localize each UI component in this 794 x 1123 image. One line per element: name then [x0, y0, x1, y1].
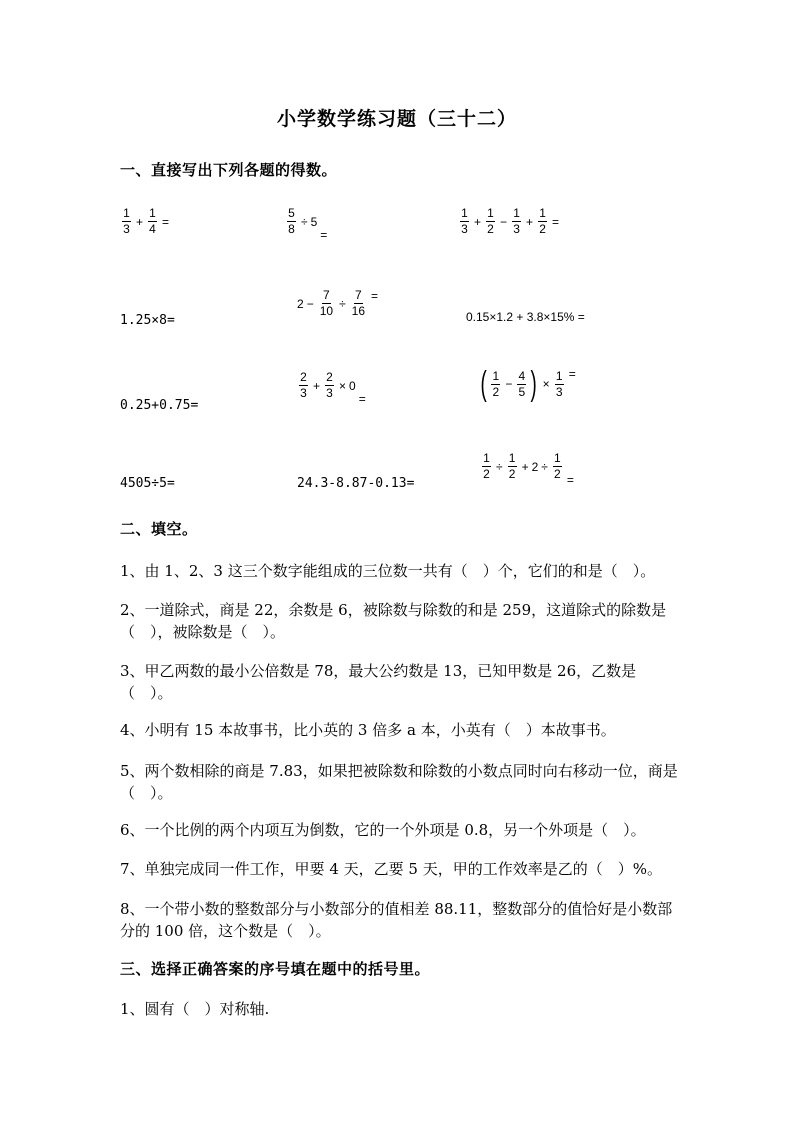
section2-heading: 二、填空。	[120, 520, 198, 538]
section3-heading: 三、选择正确答案的序号填在题中的括号里。	[120, 960, 431, 978]
fill-blank-item-2: 2、一道除式，商是 22，余数是 6，被除数与除数的和是 259，这道除式的除数是（ ），被除数是（ ）。	[120, 601, 667, 641]
expr-2c: 0.15×1.2 + 3.8×15% =	[466, 310, 585, 324]
expr-3b: $\frac{2}{3}$ + $\frac{2}{3}$ × 0 =	[300, 370, 366, 406]
fill-blank-item-8: 8、一个带小数的整数部分与小数部分的值相差 88.11，整数部分的值恰好是小数部分的 100 倍，这个数是（ ）。	[120, 900, 673, 940]
expr-2a: 1.25×8=	[120, 313, 175, 328]
choice-item-1: 1、圆有（ ）对称轴.	[120, 1000, 270, 1018]
fill-blank-item-1: 1、由 1、2、3 这三个数字能组成的三位数一共有（ ）个，它们的和是（ ）。	[120, 562, 656, 580]
page-title: 小学数学练习题（三十二）	[276, 108, 517, 130]
expr-3c: ( $\frac{1}{2}$ − $\frac{4}{5}$ ) × $\frac{1}{3}$ =	[480, 365, 576, 403]
expr-1b: $\frac{5}{8}$ ÷ 5 =	[288, 206, 328, 242]
expr-1a: $\frac{1}{3}$ + $\frac{1}{4}$ =	[123, 206, 170, 236]
expr-4a: 4505÷5=	[120, 476, 175, 491]
expr-3a: 0.25+0.75=	[120, 398, 199, 413]
expr-2b: 2 − $\frac{7}{10}$ ÷ $\frac{7}{16}$ =	[297, 288, 379, 318]
fill-blank-item-7: 7、单独完成同一件工作，甲要 4 天，乙要 5 天，甲的工作效率是乙的（ ）%。	[120, 860, 662, 878]
expr-4b: 24.3-8.87-0.13=	[297, 476, 415, 491]
fill-blank-item-3: 3、甲乙两数的最小公倍数是 78，最大公约数是 13，已知甲数是 26，乙数是（ ）。	[120, 662, 637, 702]
fill-blank-item-5: 5、两个数相除的商是 7.83，如果把被除数和除数的小数点同时向右移动一位，商是（ ）。	[120, 762, 678, 802]
expr-1c: $\frac{1}{3}$ + $\frac{1}{2}$ − $\frac{1}{3}$ + $\frac{1}{2}$ =	[461, 206, 560, 236]
section1-heading: 一、直接写出下列各题的得数。	[120, 161, 338, 179]
expr-4c: $\frac{1}{2}$ ÷ $\frac{1}{2}$ + 2 ÷ $\frac{1}{2}$ =	[483, 451, 574, 487]
fill-blank-item-4: 4、小明有 15 本故事书，比小英的 3 倍多 a 本，小英有（ ）本故事书。	[120, 721, 616, 739]
fill-blank-item-6: 6、一个比例的两个内项互为倒数，它的一个外项是 0.8，另一个外项是（ ）。	[120, 821, 646, 839]
